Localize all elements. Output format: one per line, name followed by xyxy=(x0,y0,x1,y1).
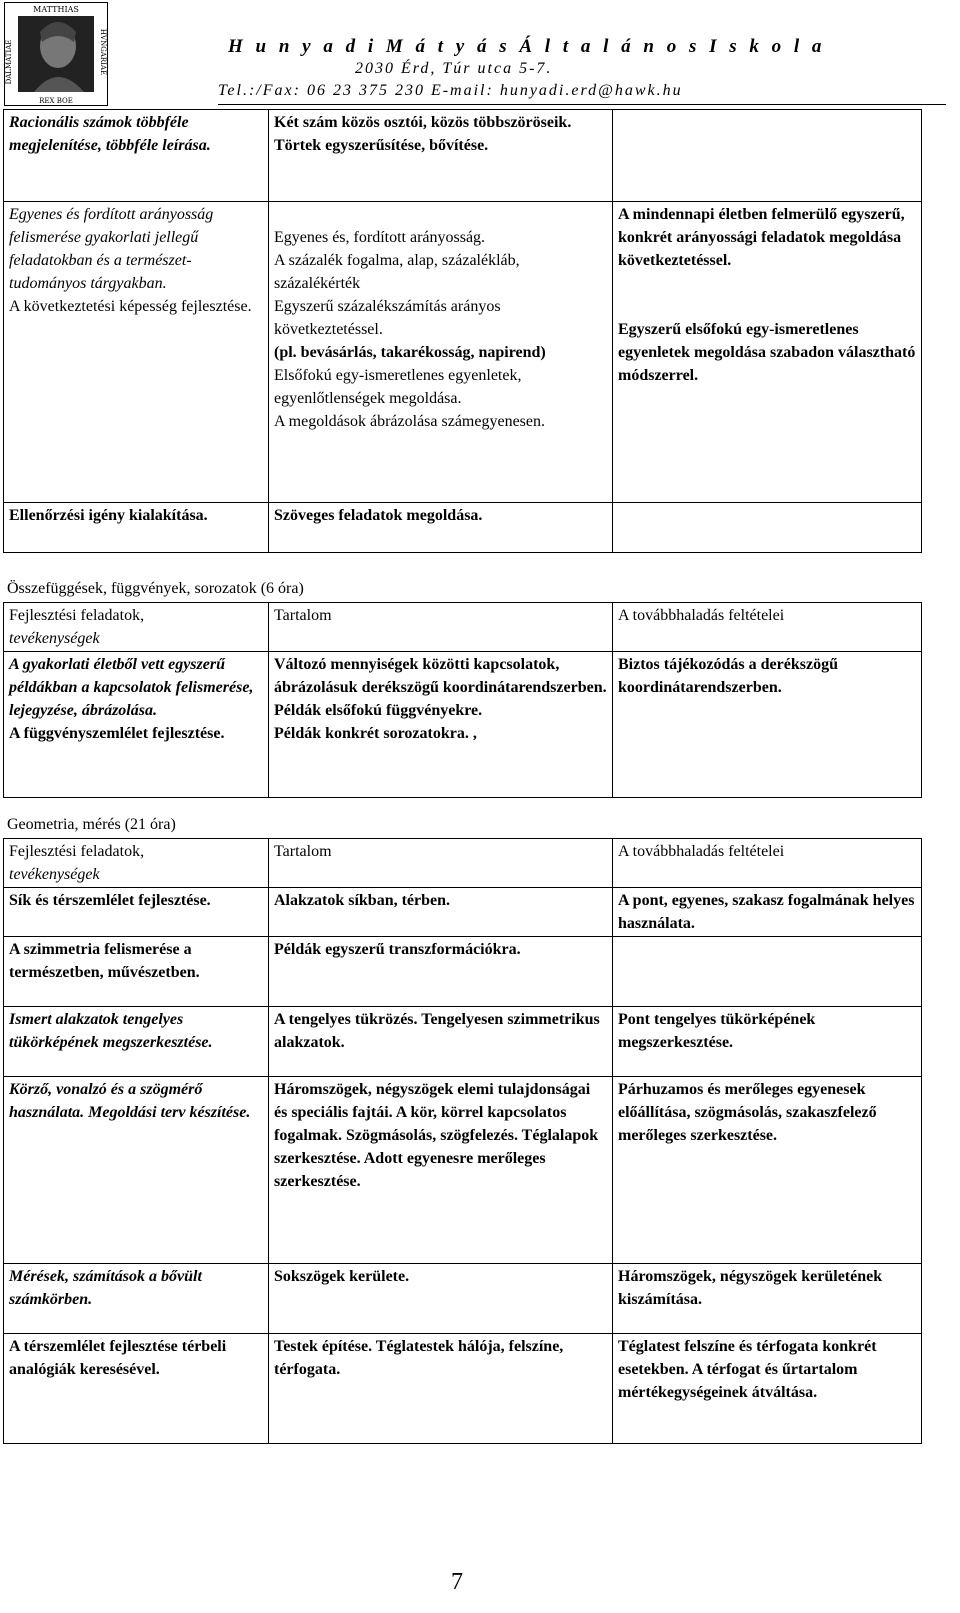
cell-text: A mindennapi életben felmerülő egyszerű, konkrét arányossági feladatok megoldása következtetéssel. xyxy=(618,206,905,269)
header-text: A továbbhaladás feltételei xyxy=(618,843,785,860)
cell-text: A gyakorlati életből vett egyszerű példákban a kapcsolatok felismerése, lejegyzése, ábrázolása. xyxy=(9,656,254,719)
cell-text: A szimmetria felismerése a természetben, művészetben. xyxy=(9,941,200,981)
cell-text: Téglatest felszíne és térfogata konkrét esetekben. A térfogat és űrtartalom mértékegységeinek átváltása. xyxy=(618,1338,877,1401)
cell-text: Párhuzamos és merőleges egyenesek előállítása, szögmásolás, szakaszfelező merőleges szerkesztése. xyxy=(618,1081,877,1144)
school-name: H u n y a d i M á t y á s Á l t a l á n o s I s k o l a xyxy=(228,36,826,57)
header-text: Fejlesztési feladatok, xyxy=(9,843,145,860)
table-row xyxy=(4,202,922,503)
cell-text: Biztos tájékozódás a derékszögű koordinátarendszerben. xyxy=(618,656,838,696)
content-cell xyxy=(269,1007,613,1077)
requirement-cell xyxy=(613,652,922,798)
table-row xyxy=(4,652,922,798)
cell-text: Háromszögek, négyszögek elemi tulajdonságai és speciális fajtái. A kör, körrel kapcsolatos fogalmak. Szögmásolás, szögfelezés. Téglalapok szerkesztése. Adott egyenesre merőleges szerkesztése. xyxy=(274,1081,599,1190)
cell-text: Példák elsőfokú függvényekre. xyxy=(274,702,483,719)
development-cell xyxy=(4,110,269,202)
cell-text: Körző, vonalzó és a szögmérő használata. Megoldási terv készítése. xyxy=(9,1081,251,1121)
svg-text:DALMATIAE: DALMATIAE xyxy=(5,39,13,85)
requirement-cell xyxy=(613,202,922,503)
content-cell xyxy=(269,1264,613,1334)
content-cell xyxy=(269,937,613,1007)
page-number: 7 xyxy=(451,1569,463,1595)
school-address: 2030 Érd, Túr utca 5-7. xyxy=(355,60,553,77)
content-cell xyxy=(269,888,613,937)
cell-text: Ellenőrzési igény kialakítása. xyxy=(9,507,208,524)
column-header xyxy=(269,839,613,888)
requirement-cell xyxy=(613,110,922,202)
requirement-cell xyxy=(613,1077,922,1264)
content-cell xyxy=(269,110,613,202)
svg-text:MATTHIAS: MATTHIAS xyxy=(33,5,79,14)
svg-text:REX BOE: REX BOE xyxy=(39,97,73,105)
column-header xyxy=(4,603,269,652)
cell-text: Elsőfokú egy-ismeretlenes egyenletek, egyenlőtlenségek megoldása. xyxy=(274,367,522,407)
development-cell xyxy=(4,1007,269,1077)
cell-text: A százalék fogalma, alap, százalékláb, százalékérték xyxy=(274,252,520,292)
table-header-row xyxy=(4,839,922,888)
cell-text: Két szám közös osztói, közös többszöröseik. xyxy=(274,114,572,131)
cell-text: Sík és térszemlélet fejlesztése. xyxy=(9,892,211,909)
section-title: Geometria, mérés (21 óra) xyxy=(7,816,176,833)
letterhead xyxy=(0,0,960,110)
header-text: A továbbhaladás feltételei xyxy=(618,607,785,624)
development-cell xyxy=(4,1334,269,1444)
requirement-cell xyxy=(613,937,922,1007)
cell-text: Mérések, számítások a bővült számkörben. xyxy=(9,1268,202,1308)
column-header xyxy=(613,603,922,652)
cell-text: Egyenes és fordított arányosság felismerése gyakorlati jellegű feladatokban és a természet-tudományos tárgyakban. xyxy=(9,206,214,292)
svg-text:HVNGARIAE: HVNGARIAE xyxy=(99,28,107,76)
cell-text: A térszemlélet fejlesztése térbeli analógiák keresésével. xyxy=(9,1338,227,1378)
cell-text: Törtek egyszerűsítése, bővítése. xyxy=(274,137,489,154)
cell-text: Példák konkrét sorozatokra. , xyxy=(274,725,477,742)
column-header xyxy=(4,839,269,888)
functions-table xyxy=(3,602,922,798)
king-matthias-seal-logo xyxy=(4,2,108,106)
requirement-cell xyxy=(613,1334,922,1444)
content-cell xyxy=(269,1334,613,1444)
cell-text: Egyszerű elsőfokú egy-ismeretlenes egyenletek megoldása szabadon választható módszerrel. xyxy=(618,321,916,384)
content-cell xyxy=(269,1077,613,1264)
development-cell xyxy=(4,652,269,798)
cell-text: Alakzatok síkban, térben. xyxy=(274,892,451,909)
cell-text: Racionális számok többféle megjelenítése, többféle leírása. xyxy=(9,114,211,154)
header-text: tevékenységek xyxy=(9,630,100,647)
cell-text: A pont, egyenes, szakasz fogalmának helyes használata. xyxy=(618,892,915,932)
cell-text: Egyenes és, fordított arányosság. xyxy=(274,229,486,246)
table-header-row xyxy=(4,603,922,652)
development-cell xyxy=(4,937,269,1007)
table-row xyxy=(4,1077,922,1264)
table-row xyxy=(4,937,922,1007)
content-cell xyxy=(269,202,613,503)
table-row xyxy=(4,110,922,202)
development-cell xyxy=(4,503,269,553)
table-row xyxy=(4,1007,922,1077)
geometry-table xyxy=(3,838,922,1444)
curriculum-table-continued xyxy=(3,109,922,553)
development-cell xyxy=(4,1264,269,1334)
requirement-cell xyxy=(613,1007,922,1077)
table-row xyxy=(4,1264,922,1334)
cell-text: Egyszerű százalékszámítás arányos következtetéssel. xyxy=(274,298,501,338)
cell-text: Változó mennyiségek közötti kapcsolatok, ábrázolásuk derékszögű koordinátarendszerben. xyxy=(274,656,607,696)
header-text: Tartalom xyxy=(274,843,332,860)
cell-text: Példák egyszerű transzformációkra. xyxy=(274,941,521,958)
cell-text: (pl. bevásárlás, takarékosság, napirend) xyxy=(274,344,546,361)
cell-text: Testek építése. Téglatestek hálója, felszíne, térfogata. xyxy=(274,1338,564,1378)
cell-text: Háromszögek, négyszögek kerületének kiszámítása. xyxy=(618,1268,883,1308)
requirement-cell xyxy=(613,888,922,937)
development-cell xyxy=(4,1077,269,1264)
header-rule xyxy=(218,104,946,105)
cell-text: Szöveges feladatok megoldása. xyxy=(274,507,483,524)
cell-text: A tengelyes tükrözés. Tengelyesen szimmetrikus alakzatok. xyxy=(274,1011,600,1051)
cell-text: Ismert alakzatok tengelyes tükörképének megszerkesztése. xyxy=(9,1011,213,1051)
header-text: Fejlesztési feladatok, xyxy=(9,607,145,624)
content-cell xyxy=(269,503,613,553)
cell-text: Pont tengelyes tükörképének megszerkesztése. xyxy=(618,1011,816,1051)
development-cell xyxy=(4,202,269,503)
cell-text: A következtetési képesség fejlesztése. xyxy=(9,298,252,315)
column-header xyxy=(613,839,922,888)
header-text: Tartalom xyxy=(274,607,332,624)
development-cell xyxy=(4,888,269,937)
cell-text: A függvényszemlélet fejlesztése. xyxy=(9,725,225,742)
table-row xyxy=(4,503,922,553)
cell-text: Sokszögek kerülete. xyxy=(274,1268,410,1285)
section-title: Összefüggések, függvények, sorozatok (6 óra) xyxy=(7,580,304,597)
requirement-cell xyxy=(613,1264,922,1334)
table-row xyxy=(4,888,922,937)
header-text: tevékenységek xyxy=(9,866,100,883)
school-contact: Tel.:/Fax: 06 23 375 230 E-mail: hunyadi.erd@hawk.hu xyxy=(218,82,683,99)
table-row xyxy=(4,1334,922,1444)
column-header xyxy=(269,603,613,652)
requirement-cell xyxy=(613,503,922,553)
content-cell xyxy=(269,652,613,798)
cell-text: A megoldások ábrázolása számegyenesen. xyxy=(274,413,546,430)
